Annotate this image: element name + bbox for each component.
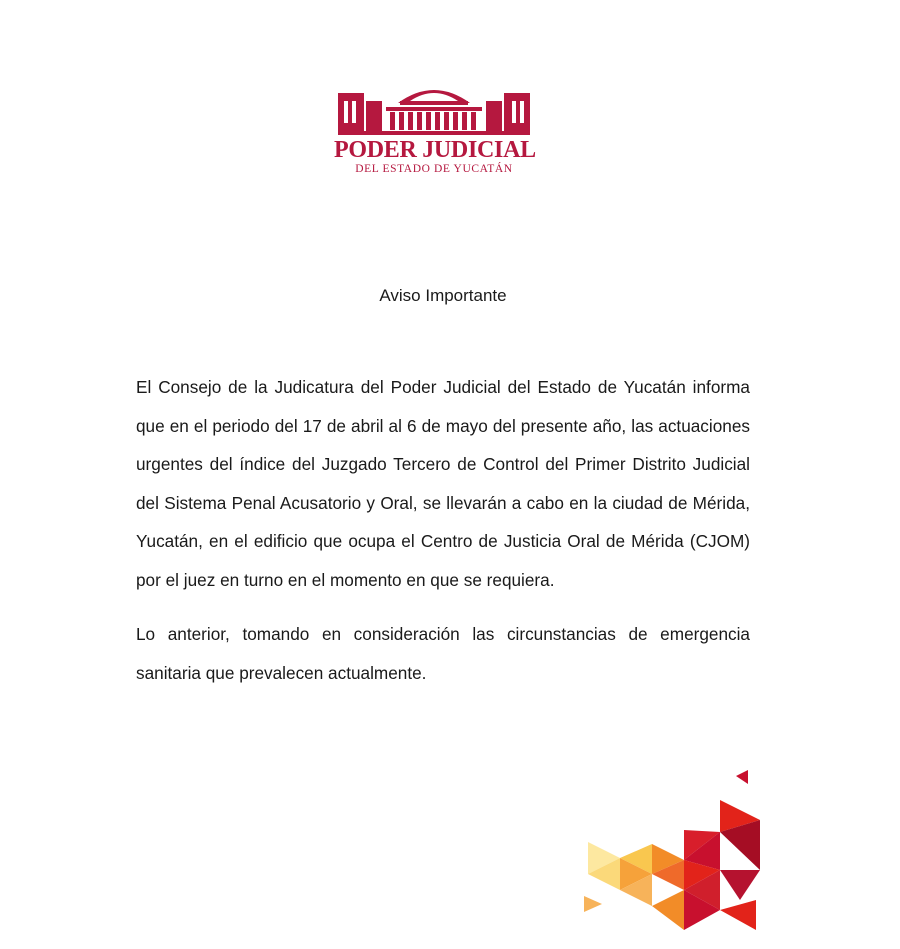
courthouse-building-icon: [336, 79, 532, 137]
logo-subtitle: DEL ESTADO DE YUCATÁN: [355, 163, 513, 175]
notice-body: [136, 368, 750, 708]
notice-paragraph: Lo anterior, tomando en consideración las circunstancias de emergencia sanitaria que prevalecen actualmente.: [136, 624, 750, 683]
geometric-triangles-icon: [580, 770, 770, 940]
poder-judicial-logo: [334, 79, 534, 179]
notice-paragraph: El Consejo de la Judicatura del Poder Judicial del Estado de Yucatán informa que en el periodo del 17 de abril al 6 de mayo del presente año, las actuaciones urgentes del índice del Juzgado Tercero de Control del Primer Distrito Judicial del Sistema Penal Acusatorio y Oral, se llevarán a cabo en la ciudad de Mérida, Yucatán, en el edificio que ocupa el Centro de Justicia Oral de Mérida (CJOM) por el juez en turno en el momento en que se requiera.: [136, 377, 750, 590]
notice-title: Aviso Importante: [379, 286, 507, 305]
logo-title: PODER JUDICIAL: [334, 137, 536, 163]
